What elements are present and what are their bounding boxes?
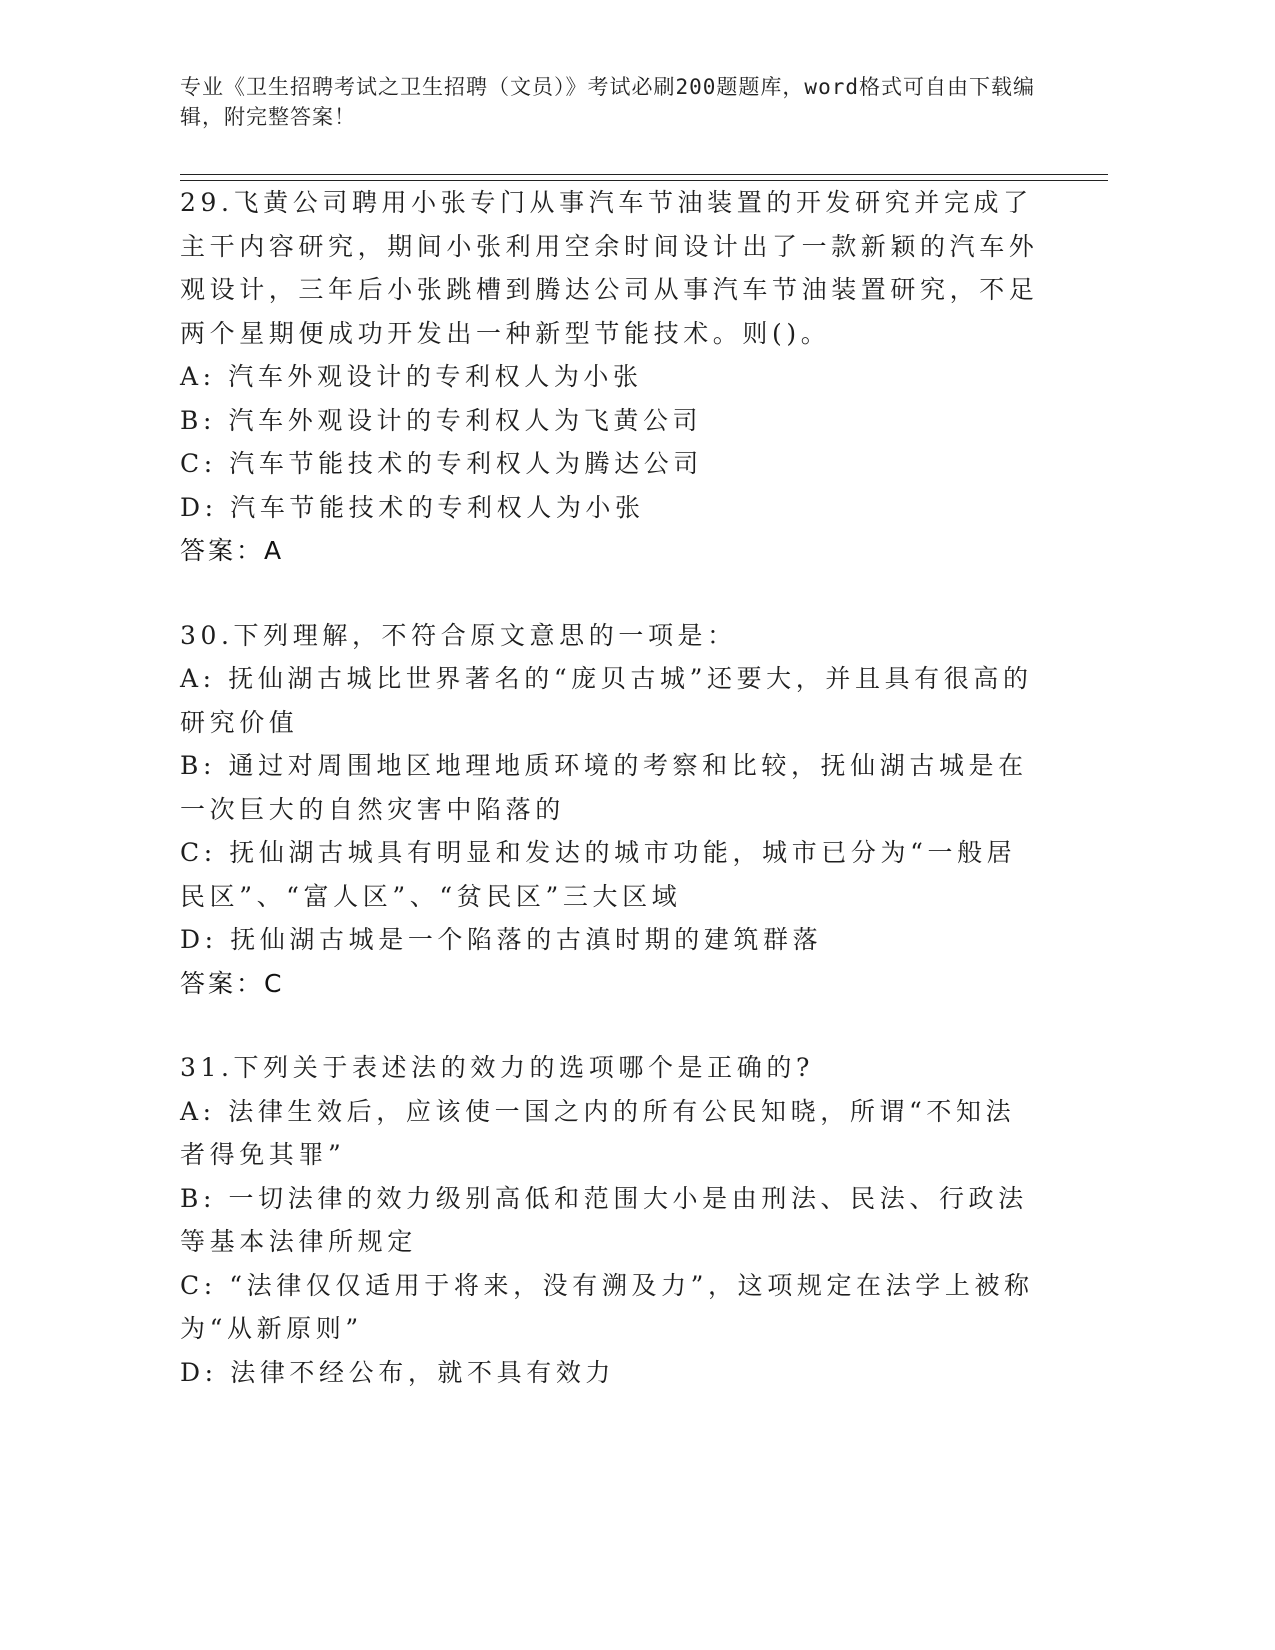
question-31 <box>180 1046 1040 1394</box>
question-stem: 31.下列关于表述法的效力的选项哪个是正确的? <box>180 1053 814 1082</box>
answer-text: 答案：A <box>180 536 285 565</box>
option-c: C: 汽车节能技术的专利权人为腾达公司 <box>180 449 703 478</box>
option-d: D: 汽车节能技术的专利权人为小张 <box>180 492 645 522</box>
option-c: C: 抚仙湖古城具有明显和发达的城市功能，城市已分为“一般居民区”、“富人区”、“贫民区”三大区域 <box>180 838 1017 911</box>
option-c: C: “法律仅仅适用于将来，没有溯及力”，这项规定在法学上被称为“从新原则” <box>180 1270 1034 1343</box>
header-rule-top <box>180 174 1108 175</box>
option-d: D: 抚仙湖古城是一个陷落的古滇时期的建筑群落 <box>180 925 823 954</box>
option-b: B: 通过对周围地区地理地质环境的考察和比较，抚仙湖古城是在一次巨大的自然灾害中陷落的 <box>180 751 1028 824</box>
option-b: B: 汽车外观设计的专利权人为飞黄公司 <box>180 405 703 435</box>
answer-text: 答案：C <box>180 968 285 998</box>
question-list <box>180 181 1040 1435</box>
option-a: A: 汽车外观设计的专利权人为小张 <box>180 362 643 391</box>
question-30 <box>180 614 1040 1006</box>
question-stem: 29.飞黄公司聘用小张专门从事汽车节油装置的开发研究并完成了主干内容研究，期间小张利用空余时间设计出了一款新颖的汽车外观设计，三年后小张跳槽到腾达公司从事汽车节油装置研究，不足两个星期便成功开发出一种新型节能技术。则()。 <box>180 188 1039 348</box>
question-stem: 30.下列理解，不符合原文意思的一项是： <box>180 620 737 650</box>
option-a: A: 抚仙湖古城比世界著名的“庞贝古城”还要大，并且具有很高的研究价值 <box>180 664 1033 737</box>
question-29 <box>180 181 1040 573</box>
option-b: B: 一切法律的效力级别高低和范围大小是由刑法、民法、行政法等基本法律所规定 <box>180 1183 1028 1256</box>
option-d: D: 法律不经公布，就不具有效力 <box>180 1357 616 1387</box>
document-header: 专业《卫生招聘考试之卫生招聘（文员）》考试必刷200题题库，word格式可自由下载编辑，附完整答案！ <box>180 75 1035 129</box>
option-a: A: 法律生效后，应该使一国之内的所有公民知晓，所谓“不知法者得免其罪” <box>180 1096 1016 1169</box>
